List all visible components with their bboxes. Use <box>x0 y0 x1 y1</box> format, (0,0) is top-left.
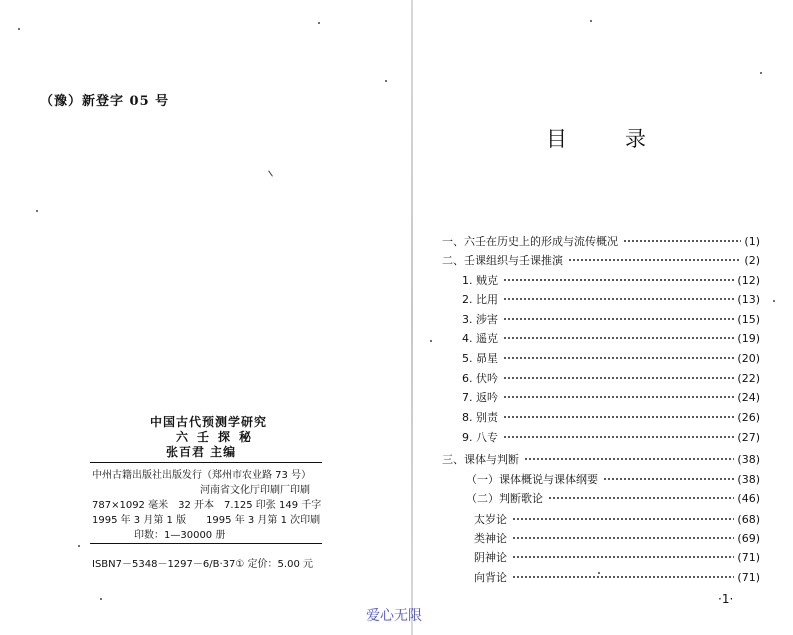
editor-credit: 张百君 主编 <box>166 445 237 459</box>
dot-leader <box>503 436 734 438</box>
toc-entry-label: 2. 比用 <box>462 293 498 306</box>
dot-leader <box>512 537 734 539</box>
toc-entry-label: 太岁论 <box>474 513 507 526</box>
toc-heading: 目录 <box>546 127 704 151</box>
toc-entry <box>474 549 760 565</box>
isbn-price-line: ISBN7－5348－1297－6/B·37① 定价：5.00 元 <box>92 559 313 570</box>
scan-speck <box>18 28 20 30</box>
format-line: 787×1092 毫米 32 开本 7.125 印张 149 千字 <box>92 500 322 511</box>
dot-leader <box>503 377 734 379</box>
toc-entry-label: 8. 别责 <box>462 411 498 424</box>
toc-entry-label: （二）判断歌论 <box>466 492 543 505</box>
registration-number: （豫）新登字 05 号 <box>40 94 170 109</box>
dot-leader <box>512 556 734 558</box>
toc-entry-label: 7. 返吟 <box>462 391 498 404</box>
toc-entry-page: (71) <box>737 570 760 584</box>
toc-entry-label: 一、六壬在历史上的形成与流传概况 <box>442 235 618 248</box>
scan-speck <box>36 210 38 212</box>
dot-leader <box>503 396 734 398</box>
dot-leader <box>512 576 734 578</box>
toc-entry-label: 5. 昴星 <box>462 352 498 365</box>
book-title: 六壬探秘 <box>176 430 261 444</box>
dot-leader <box>548 497 734 499</box>
print-run-line: 印数：1—30000 册 <box>134 530 226 541</box>
toc-entry <box>462 370 760 386</box>
toc-entry <box>462 272 760 288</box>
toc-entry <box>442 233 760 249</box>
toc-entry-page: (68) <box>737 512 760 526</box>
toc-entry-page: (12) <box>737 273 760 287</box>
scan-speck <box>100 598 102 600</box>
toc-entry-label: 6. 伏吟 <box>462 372 498 385</box>
toc-entry <box>462 330 760 346</box>
scan-speck <box>760 72 762 74</box>
toc-entry-page: (69) <box>737 531 760 545</box>
page-gutter <box>411 0 413 635</box>
dot-leader <box>503 318 734 320</box>
dot-leader <box>503 416 734 418</box>
toc-entry-label: 4. 遥克 <box>462 332 498 345</box>
toc-entry-page: (24) <box>737 390 760 404</box>
toc-entry-page: (2) <box>744 253 760 267</box>
toc-entry-label: 1. 贼克 <box>462 274 498 287</box>
toc-entry-label: 阴神论 <box>474 551 507 564</box>
watermark: 爱心无限 <box>366 608 422 624</box>
dot-leader <box>603 478 734 480</box>
toc-entry <box>466 490 760 506</box>
dot-leader <box>503 279 734 281</box>
toc-entry <box>462 429 760 445</box>
publisher-line: 中州古籍出版社出版发行（郑州市农业路 73 号） <box>92 470 312 481</box>
toc-entry-page: (38) <box>737 452 760 466</box>
dot-leader <box>503 298 734 300</box>
toc-entry <box>466 471 760 487</box>
dot-leader <box>503 337 734 339</box>
toc-entry <box>462 350 760 366</box>
toc-entry-label: 三、课体与判断 <box>442 453 519 466</box>
toc-entry-page: (1) <box>744 234 760 248</box>
toc-entry <box>462 311 760 327</box>
toc-entry <box>462 389 760 405</box>
dot-leader <box>512 518 734 520</box>
toc-entry-page: (26) <box>737 410 760 424</box>
toc-entry <box>462 291 760 307</box>
toc-entry-label: 二、壬课组织与壬课推演 <box>442 254 563 267</box>
scan-speck <box>318 22 320 24</box>
scan-speck <box>78 545 80 547</box>
toc-entry <box>442 252 760 268</box>
scan-speck <box>590 20 592 22</box>
toc-entry <box>474 569 760 585</box>
dot-leader <box>623 240 741 242</box>
toc-entry <box>442 451 760 467</box>
scan-speck <box>773 300 775 302</box>
series-title: 中国古代预测学研究 <box>150 415 268 429</box>
toc-entry-page: (46) <box>737 491 760 505</box>
toc-entry-page: (13) <box>737 292 760 306</box>
dot-leader <box>568 259 741 261</box>
toc-entry-label: 9. 八专 <box>462 431 498 444</box>
colophon-rule <box>90 462 322 463</box>
toc-entry-page: (38) <box>737 472 760 486</box>
toc-entry-label: 类神论 <box>474 532 507 545</box>
toc-entry-page: (15) <box>737 312 760 326</box>
printer-line: 河南省文化厅印刷厂印刷 <box>200 485 310 496</box>
colophon-rule <box>90 543 322 544</box>
toc-entry <box>474 530 760 546</box>
dot-leader <box>524 458 734 460</box>
toc-entry-page: (27) <box>737 430 760 444</box>
toc-entry-label: 向背论 <box>474 571 507 584</box>
page-number: ·1· <box>718 592 734 606</box>
toc-entry-page: (22) <box>737 371 760 385</box>
toc-entry <box>474 511 760 527</box>
toc-entry-page: (19) <box>737 331 760 345</box>
scan-speck <box>268 170 273 176</box>
toc-entry-label: 3. 涉害 <box>462 313 498 326</box>
scan-speck <box>430 340 432 342</box>
toc-entry-label: （一）课体概说与课体纲要 <box>466 473 598 486</box>
edition-line: 1995 年 3 月第 1 版 1995 年 3 月第 1 次印刷 <box>92 515 321 526</box>
scan-speck <box>385 80 387 82</box>
toc-entry-page: (20) <box>737 351 760 365</box>
toc-entry <box>462 409 760 425</box>
toc-entry-page: (71) <box>737 550 760 564</box>
dot-leader <box>503 357 734 359</box>
